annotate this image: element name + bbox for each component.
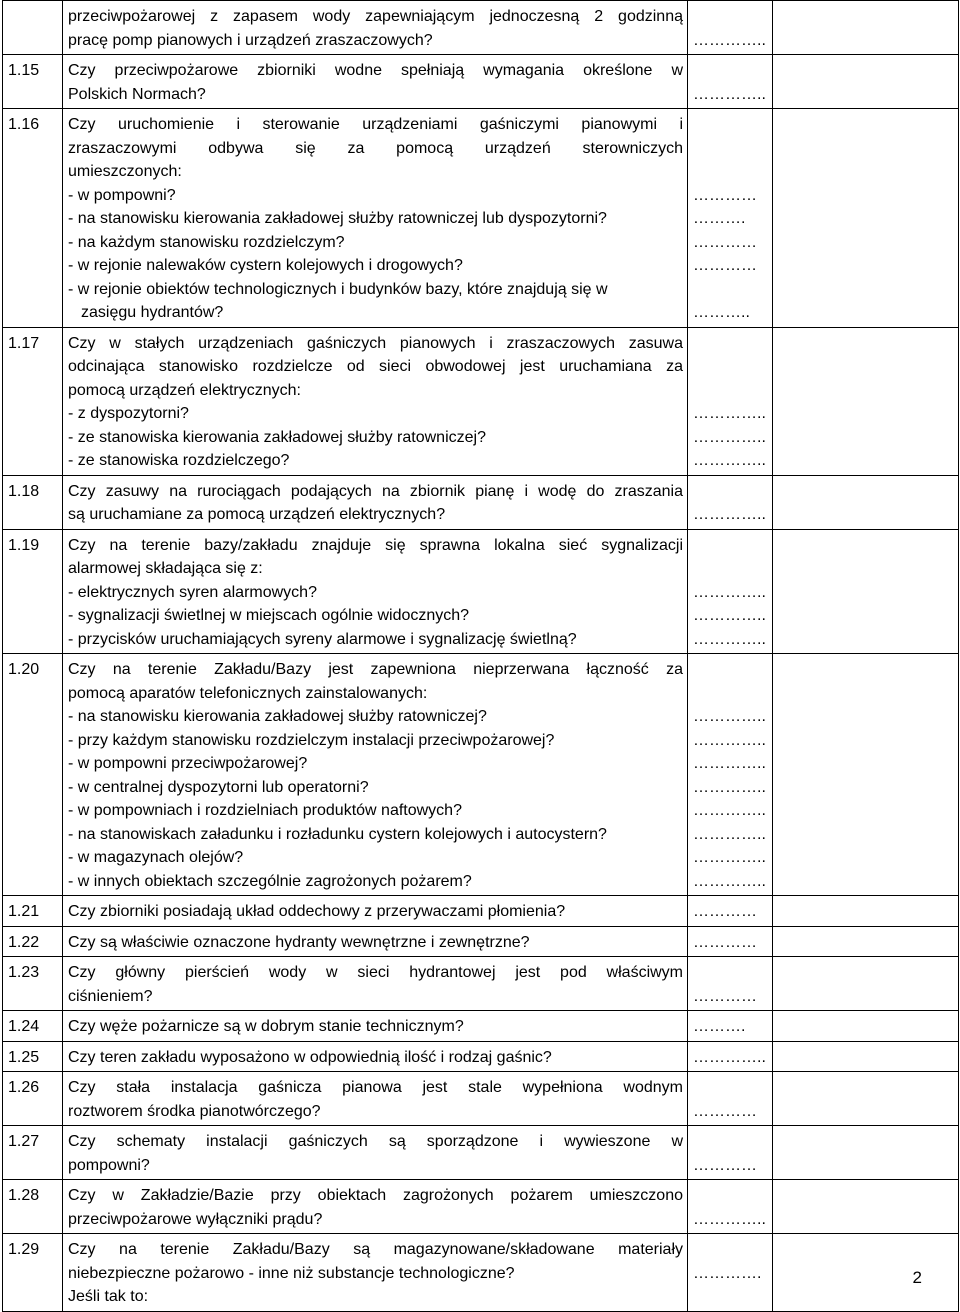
question-line: - przy każdym stanowisku rozdzielczym instalacji przeciwpożarowej?	[68, 731, 555, 749]
answer-dots[interactable]: …………..	[693, 802, 766, 819]
remarks-cell	[773, 327, 959, 475]
checklist-row	[3, 55, 959, 109]
question-line: - ze stanowiska rozdzielczego?	[68, 452, 290, 469]
question-line: - na każdym stanowisku rozdzielczym?	[68, 233, 345, 251]
answer-dots[interactable]	[693, 113, 768, 137]
answer-dots[interactable]: …………..	[693, 630, 766, 648]
remarks-cell	[773, 1126, 959, 1180]
answer-dots[interactable]	[693, 1285, 768, 1309]
answer-cell	[688, 55, 773, 109]
question-line: - na stanowisku kierowania zakładowej służby ratowniczej?	[68, 708, 487, 725]
question-cell	[63, 1041, 688, 1072]
answer-dots[interactable]: …………	[693, 933, 757, 951]
answer-dots[interactable]: …………..	[693, 607, 766, 624]
answer-dots[interactable]: …………..	[693, 506, 766, 523]
remarks-cell	[773, 654, 959, 896]
answer-dots[interactable]: …………..	[693, 778, 766, 796]
question-cell	[63, 109, 688, 328]
answer-cell	[688, 529, 773, 654]
checklist-row	[3, 1180, 959, 1234]
answer-cell	[688, 654, 773, 896]
question-line: - w pompowni przeciwpożarowej?	[68, 755, 308, 772]
item-number: 1.17	[3, 327, 63, 475]
answer-dots[interactable]: …………..	[693, 428, 766, 446]
item-number: 1.21	[3, 896, 63, 927]
question-line: Jeśli tak to:	[68, 1288, 149, 1305]
item-number: 1.22	[3, 926, 63, 957]
question-line: - ze stanowiska kierowania zakładowej służby ratowniczej?	[68, 428, 486, 446]
question-line: Czy na terenie bazy/zakładu znajduje się sprawna lokalna sieć sygnalizacji	[68, 536, 683, 554]
question-line: - na stanowisku kierowania zakładowej służby ratowniczej lub dyspozytorni?	[68, 210, 607, 227]
question-line: odcinająca stanowisko rozdzielcze od sieci obwodowej jest uruchamiana za	[68, 358, 683, 375]
answer-dots[interactable]: …………..	[693, 583, 766, 601]
question-cell	[63, 529, 688, 654]
answer-dots[interactable]: ………….	[693, 1264, 762, 1282]
answer-dots[interactable]: …………..	[693, 1210, 766, 1228]
answer-dots[interactable]: …………	[693, 903, 757, 920]
question-line: Czy stała instalacja gaśnicza pianowa jest stale wypełniona wodnym	[68, 1079, 683, 1096]
answer-dots[interactable]	[693, 355, 768, 379]
question-cell	[63, 327, 688, 475]
item-number: 1.29	[3, 1234, 63, 1312]
item-number: 1.28	[3, 1180, 63, 1234]
question-line: Czy główny pierścień wody w sieci hydrantowej jest pod właściwym	[68, 964, 683, 981]
answer-cell	[688, 1011, 773, 1042]
question-line: Czy na terenie Zakładu/Bazy są magazynowane/składowane materiały	[68, 1241, 683, 1258]
item-number: 1.26	[3, 1072, 63, 1126]
answer-dots[interactable]: ……….	[693, 1018, 746, 1035]
question-line: Czy są właściwie oznaczone hydranty wewnętrzne i zewnętrzne?	[68, 933, 530, 951]
question-line: - na stanowiskach załadunku i rozładunku cystern kolejowych i autocystern?	[68, 825, 607, 843]
answer-cell	[688, 896, 773, 927]
answer-dots[interactable]	[693, 278, 768, 302]
answer-dots[interactable]: …………..	[693, 849, 766, 866]
checklist-row	[3, 654, 959, 896]
answer-cell	[688, 926, 773, 957]
question-line: - w pompowni?	[68, 186, 176, 204]
question-line: Czy schematy instalacji gaśniczych są sporządzone i wywieszone w	[68, 1133, 683, 1150]
question-line: pracę pomp pianowych i urządzeń zraszaczowych?	[68, 31, 433, 49]
answer-cell	[688, 1041, 773, 1072]
checklist-row	[3, 1041, 959, 1072]
question-line: Polskich Normach?	[68, 85, 206, 103]
answer-dots[interactable]: …………	[693, 1102, 757, 1120]
item-number: 1.20	[3, 654, 63, 896]
remarks-cell	[773, 1041, 959, 1072]
question-line: Czy uruchomienie i sterowanie urządzeniami gaśniczymi pianowymi i	[68, 116, 683, 133]
answer-dots[interactable]	[693, 682, 768, 706]
answer-dots[interactable]: …………..	[693, 405, 766, 422]
answer-cell	[688, 1, 773, 55]
question-cell	[63, 1011, 688, 1042]
question-cell	[63, 957, 688, 1011]
question-cell	[63, 1, 688, 55]
answer-cell	[688, 327, 773, 475]
answer-dots[interactable]	[693, 59, 768, 83]
checklist-row	[3, 327, 959, 475]
question-line: przeciwpożarowe wyłączniki prądu?	[68, 1210, 323, 1228]
answer-dots[interactable]: …………..	[693, 85, 766, 103]
question-line: pomocą aparatów telefonicznych zainstalowanych:	[68, 684, 428, 702]
answer-dots[interactable]: …………	[693, 257, 757, 274]
question-line: ciśnieniem?	[68, 987, 153, 1005]
answer-dots[interactable]: …………..	[693, 872, 766, 890]
question-cell	[63, 1126, 688, 1180]
answer-dots[interactable]	[693, 961, 768, 985]
question-line: Czy zasuwy na rurociągach podających na zbiornik pianę i wodę do zraszania	[68, 482, 683, 500]
item-number: 1.24	[3, 1011, 63, 1042]
remarks-cell	[773, 1, 959, 55]
checklist-table	[2, 0, 959, 1312]
answer-dots[interactable]: …………..	[693, 731, 766, 749]
remarks-cell	[773, 1180, 959, 1234]
item-number: 1.27	[3, 1126, 63, 1180]
question-cell	[63, 475, 688, 529]
question-line: umieszczonych:	[68, 163, 182, 180]
answer-dots[interactable]: …………	[693, 233, 757, 251]
answer-dots[interactable]: ………..	[693, 304, 750, 321]
question-line: niebezpieczne pożarowo - inne niż substancje technologiczne?	[68, 1264, 515, 1282]
checklist-row	[3, 475, 959, 529]
checklist-row	[3, 896, 959, 927]
item-number	[3, 1, 63, 55]
answer-dots[interactable]	[693, 658, 768, 682]
question-line: - w pompowniach i rozdzielniach produktów naftowych?	[68, 802, 462, 819]
answer-cell	[688, 1072, 773, 1126]
remarks-cell	[773, 475, 959, 529]
question-line: alarmowej składająca się z:	[68, 560, 263, 577]
question-line: - w magazynach olejów?	[68, 849, 244, 866]
question-line: - w rejonie nalewaków cystern kolejowych i drogowych?	[68, 257, 463, 274]
answer-cell	[688, 475, 773, 529]
checklist-row	[3, 1126, 959, 1180]
question-line: - przycisków uruchamiających syreny alarmowe i sygnalizację świetlną?	[68, 630, 577, 648]
answer-dots[interactable]	[693, 5, 768, 29]
answer-cell	[688, 1126, 773, 1180]
question-line: zraszaczowymi odbywa się za pomocą urządzeń sterowniczych	[68, 139, 683, 157]
question-line: - w innych obiektach szczególnie zagrożonych pożarem?	[68, 872, 472, 890]
checklist-row	[3, 1, 959, 55]
answer-dots[interactable]	[693, 1184, 768, 1208]
item-number: 1.15	[3, 55, 63, 109]
answer-dots[interactable]: …………..	[693, 452, 766, 469]
remarks-cell	[773, 1011, 959, 1042]
checklist-row	[3, 109, 959, 328]
remarks-cell	[773, 926, 959, 957]
remarks-cell	[773, 109, 959, 328]
answer-dots[interactable]	[693, 332, 768, 356]
answer-dots[interactable]	[693, 534, 768, 558]
remarks-cell	[773, 55, 959, 109]
answer-dots[interactable]: …………..	[693, 825, 766, 843]
question-cell	[63, 654, 688, 896]
question-line: Czy w stałych urządzeniach gaśniczych pianowych i zraszaczowych zasuwa	[68, 334, 683, 352]
question-line: Czy przeciwpożarowe zbiorniki wodne spełniają wymagania określone w	[68, 62, 683, 79]
answer-dots[interactable]	[693, 1130, 768, 1154]
checklist-row	[3, 1011, 959, 1042]
question-line: Czy węże pożarnicze są w dobrym stanie technicznym?	[68, 1018, 464, 1035]
question-line: pomocą urządzeń elektrycznych:	[68, 381, 301, 399]
answer-dots[interactable]: …………..	[693, 708, 766, 725]
answer-cell	[688, 109, 773, 328]
item-number: 1.23	[3, 957, 63, 1011]
answer-dots[interactable]: …………..	[693, 755, 766, 772]
question-line: Czy w Zakładzie/Bazie przy obiektach zagrożonych pożarem umieszczono	[68, 1187, 683, 1204]
answer-cell	[688, 957, 773, 1011]
answer-dots[interactable]: …………	[693, 1156, 757, 1174]
question-line: zasięgu hydrantów?	[81, 304, 224, 321]
question-line: - z dyspozytorni?	[68, 405, 189, 422]
remarks-cell	[773, 896, 959, 927]
answer-dots[interactable]	[693, 137, 768, 161]
answer-dots[interactable]: …………..	[693, 1048, 766, 1066]
remarks-cell	[773, 529, 959, 654]
question-line: - elektrycznych syren alarmowych?	[68, 583, 317, 601]
question-line: pompowni?	[68, 1156, 150, 1174]
remarks-cell	[773, 1072, 959, 1126]
question-line: Czy zbiorniki posiadają układ oddechowy z przerywaczami płomienia?	[68, 903, 566, 920]
answer-dots[interactable]	[693, 160, 768, 184]
answer-dots[interactable]	[693, 1076, 768, 1100]
item-number: 1.25	[3, 1041, 63, 1072]
checklist-row	[3, 926, 959, 957]
answer-dots[interactable]	[693, 480, 768, 504]
answer-dots[interactable]: …………	[693, 987, 757, 1005]
page-number: 2	[912, 1268, 922, 1287]
question-line: - sygnalizacji świetlnej w miejscach ogólnie widocznych?	[68, 607, 470, 624]
question-line: Czy na terenie Zakładu/Bazy jest zapewniona nieprzerwana łączność za	[68, 661, 683, 678]
answer-cell	[688, 1180, 773, 1234]
item-number: 1.16	[3, 109, 63, 328]
checklist-row	[3, 957, 959, 1011]
question-cell	[63, 1180, 688, 1234]
answer-dots[interactable]: …………..	[693, 31, 766, 49]
answer-dots[interactable]: ……….	[693, 210, 746, 227]
checklist-row	[3, 1072, 959, 1126]
question-line: przeciwpożarowej z zapasem wody zapewniającym jednoczesną 2 godzinną	[68, 8, 683, 25]
question-cell	[63, 55, 688, 109]
answer-dots[interactable]: …………	[693, 186, 757, 204]
question-line: są uruchamiane za pomocą urządzeń elektrycznych?	[68, 506, 446, 523]
remarks-cell	[773, 957, 959, 1011]
answer-dots[interactable]	[693, 379, 768, 403]
question-line: - w rejonie obiektów technologicznych i budynków bazy, które znajdują się w	[68, 280, 608, 298]
answer-dots[interactable]	[693, 1238, 768, 1262]
item-number: 1.19	[3, 529, 63, 654]
question-line: roztworem środka pianotwórczego?	[68, 1102, 321, 1120]
question-cell	[63, 1072, 688, 1126]
question-cell	[63, 926, 688, 957]
checklist-row	[3, 529, 959, 654]
checklist-body	[3, 1, 959, 1312]
question-cell	[63, 896, 688, 927]
question-line: Czy teren zakładu wyposażono w odpowiednią ilość i rodzaj gaśnic?	[68, 1048, 552, 1066]
item-number: 1.18	[3, 475, 63, 529]
answer-dots[interactable]	[693, 557, 768, 581]
question-line: - w centralnej dyspozytorni lub operatorni?	[68, 778, 369, 796]
